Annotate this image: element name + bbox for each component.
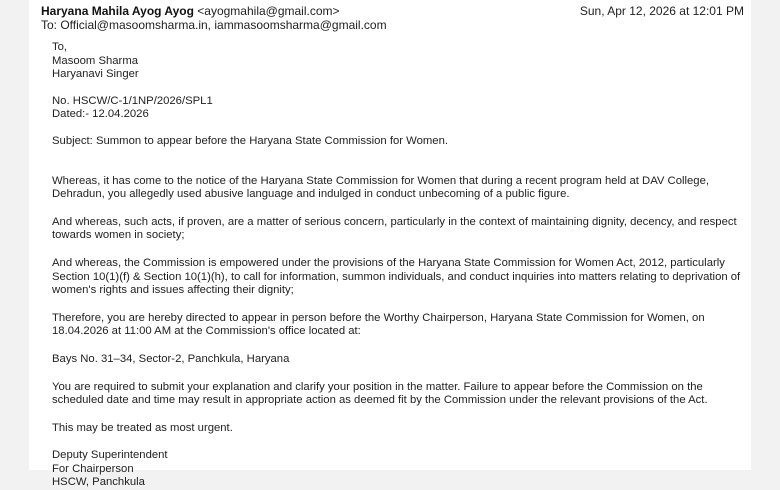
- paragraph-1: Whereas, it has come to the notice of the Haryana State Commission for Women that during a recent program held at DAV College, Dehradun, you allegedly used abusive language and indulged in conduct unbecoming of a public figure.: [52, 174, 710, 201]
- sender-email: <ayogmahila@gmail.com>: [197, 4, 340, 18]
- letter-date: Dated:- 12.04.2026: [52, 108, 149, 121]
- subject-line: Subject: Summon to appear before the Haryana State Commission for Women.: [52, 134, 449, 147]
- sender[interactable]: [41, 4, 340, 19]
- paragraph-3: And whereas, the Commission is empowered under the provisions of the Haryana State Commission for Women Act, 2012, particularly Section 10(1)(f) & Section 10(1)(h), to call for information, summon individuals, and conduct inquiries into matters relating to deprivation of women's rights and issues affecting their dignity;: [52, 256, 741, 297]
- recipient-name: Masoom Sharma: [52, 54, 139, 67]
- urgent-note: This may be treated as most urgent.: [52, 421, 233, 434]
- recipients-line: To: Official@masoomsharma.in, iammasoomsharma@gmail.com: [41, 18, 387, 32]
- letter-body: [52, 41, 742, 490]
- reference-number: No. HSCW/C-1/1NP/2026/SPL1: [52, 94, 213, 107]
- office-address: Bays No. 31–34, Sector-2, Panchkula, Haryana: [52, 352, 290, 365]
- signature-title: Deputy Superintendent: [52, 449, 168, 462]
- signature-for: For Chairperson: [52, 462, 134, 475]
- paragraph-4: Therefore, you are hereby directed to appear in person before the Worthy Chairperson, Haryana State Commission for Women, on 18.04.2026 at 11:00 AM at the Commission's office located at:: [52, 311, 705, 338]
- recipient-title: Haryanavi Singer: [52, 68, 139, 81]
- to-label: To,: [52, 41, 68, 53]
- email-date: Sun, Apr 12, 2026 at 12:01 PM: [579, 4, 744, 18]
- paragraph-5: You are required to submit your explanation and clarify your position in the matter. Failure to appear before the Commission on the scheduled date and time may result in appropriate action as deemed fit by the Commission under the relevant provisions of the Act.: [52, 380, 708, 407]
- signature-office: HSCW, Panchkula: [52, 476, 145, 489]
- sender-name: Haryana Mahila Ayog Ayog: [41, 4, 194, 18]
- paragraph-2: And whereas, such acts, if proven, are a matter of serious concern, particularly in the context of maintaining dignity, decency, and respect towards women in society;: [52, 215, 737, 242]
